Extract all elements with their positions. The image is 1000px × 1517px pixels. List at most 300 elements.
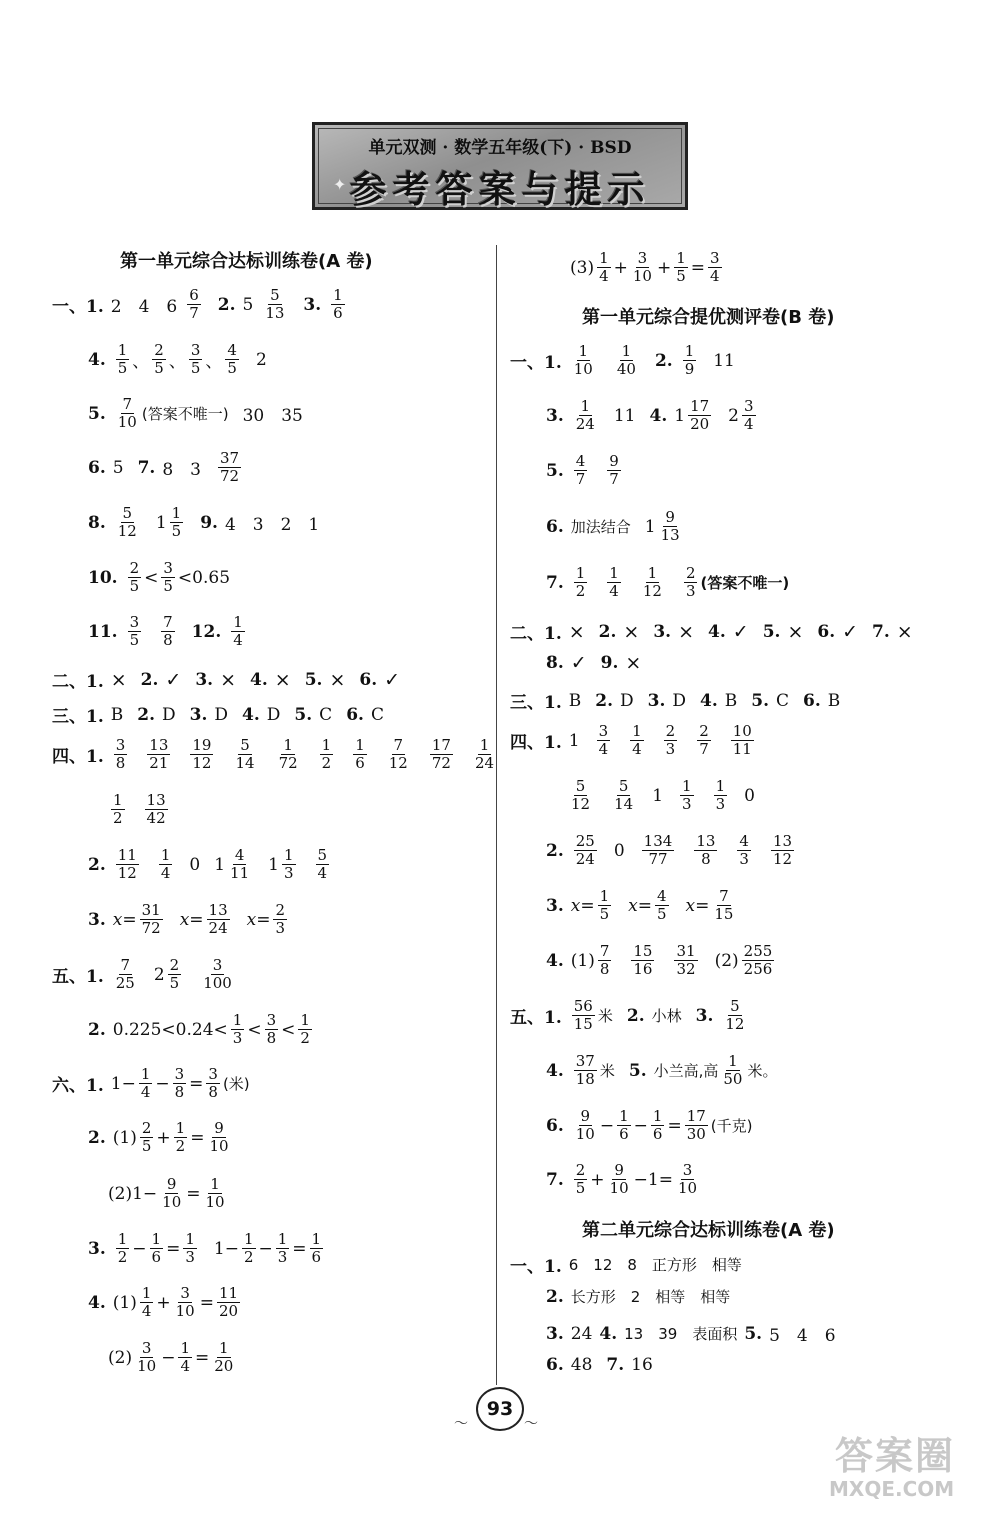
- check-icon: ✓: [384, 668, 401, 691]
- fraction: $\frac{3}{10}$: [137, 1339, 157, 1375]
- fraction: $\frac{1}{2}$: [300, 1011, 310, 1047]
- answer-row: [546, 1355, 653, 1375]
- fraction: $\frac{1}{4}$: [233, 613, 243, 649]
- item-label: 四、1.: [510, 733, 562, 753]
- answer-text: 1: [268, 854, 279, 875]
- item-label: 3.: [546, 405, 564, 426]
- fraction: $\frac{7}{25}$: [115, 956, 135, 992]
- fraction: $\frac{9}{13}$: [660, 508, 680, 544]
- fraction: $\frac{1}{3}$: [277, 1230, 288, 1266]
- fraction: $\frac{17}{72}$: [431, 736, 451, 772]
- answer-text: B: [724, 690, 738, 711]
- variable: x=: [179, 909, 204, 930]
- judge-row: 二、1. × 2. × 3. × 4. ✓ 5. × 6. ✓ 7. ×: [510, 620, 913, 644]
- cross-icon: ×: [220, 668, 237, 691]
- fraction: $\frac{2}{5}$: [129, 559, 140, 595]
- answer-row: (2) $\frac{3}{10}$ − $\frac{1}{4}$ = $\frac{1}{20}$: [108, 1339, 234, 1375]
- answer-text: 4 3 2 1: [224, 515, 320, 535]
- fraction: $\frac{37}{72}$: [219, 449, 240, 485]
- answer-text: D: [162, 704, 176, 725]
- fraction: $\frac{1}{3}$: [232, 1011, 243, 1047]
- item-label: 6.: [546, 1355, 564, 1375]
- fraction: $\frac{1}{6}$: [311, 1230, 322, 1266]
- fraction: $\frac{7}{8}$: [163, 613, 173, 649]
- answer-text: 8 3: [162, 460, 201, 480]
- answer-row: [546, 509, 685, 544]
- answer-row: [88, 450, 244, 485]
- part-label: (1): [570, 950, 595, 971]
- answer-row: 7. $\frac{2}{5}$ + $\frac{9}{10}$ −1= $\frac{3}{10}$: [546, 1161, 698, 1197]
- fraction: $\frac{3}{10}$: [632, 249, 652, 285]
- answer-text: 11: [613, 405, 636, 426]
- cross-icon: ×: [896, 620, 913, 643]
- item-label: 5.: [88, 403, 106, 424]
- cross-icon: ×: [274, 668, 291, 691]
- answer-row: [52, 957, 237, 992]
- answer-text: 13 39 表面积: [624, 1325, 738, 1343]
- part-label: (1): [112, 1127, 137, 1148]
- answer-row: [88, 396, 303, 431]
- fraction: $\frac{1}{24}$: [474, 736, 495, 772]
- item-label: 4.: [599, 1323, 618, 1344]
- fraction: $\frac{3}{8}$: [208, 1065, 218, 1101]
- fraction: $\frac{5}{4}$: [317, 846, 328, 882]
- answer-text: D: [266, 704, 281, 725]
- item-label: 4.: [88, 349, 106, 370]
- fraction: $\frac{25}{24}$: [575, 832, 595, 868]
- fraction: $\frac{3}{8}$: [115, 736, 126, 772]
- item-label: 2.: [546, 1286, 564, 1307]
- answer-text: 小兰高,高: [653, 1062, 719, 1080]
- fraction: $\frac{31}{32}$: [676, 942, 696, 978]
- fraction: $\frac{9}{10}$: [575, 1107, 595, 1143]
- fraction: $\frac{56}{15}$: [573, 997, 593, 1033]
- fraction: $\frac{1}{2}$: [113, 791, 123, 827]
- fraction: $\frac{1}{2}$: [575, 564, 586, 600]
- answer-row: [546, 1286, 730, 1307]
- fraction: $\frac{3}{5}$: [190, 341, 201, 377]
- fraction: $\frac{3}{100}$: [203, 956, 232, 992]
- answer-row: 2. 0.225<0.24< $\frac{1}{3}$ < $\frac{3}{8}$ < $\frac{1}{2}$: [88, 1011, 310, 1047]
- ornament-icon: 〜: [524, 1416, 538, 1432]
- fraction: $\frac{13}{42}$: [146, 791, 166, 827]
- fraction: $\frac{1}{5}$: [171, 504, 182, 540]
- answer-text: 1−: [132, 1183, 158, 1204]
- fraction: $\frac{5}{12}$: [725, 997, 745, 1033]
- item-label: 4.: [649, 405, 668, 426]
- unit-text: 米。: [747, 1062, 778, 1080]
- answer-text: 30 35: [242, 406, 303, 426]
- fraction: $\frac{4}{7}$: [575, 452, 586, 488]
- item-label: 2.: [88, 854, 106, 875]
- fraction: $\frac{1}{4}$: [609, 564, 619, 600]
- fraction: $\frac{1}{4}$: [140, 1065, 151, 1101]
- fraction: $\frac{1}{3}$: [715, 777, 726, 813]
- section-title: 第一单元综合达标训练卷(A 卷): [120, 251, 373, 272]
- fraction: $\frac{13}{12}$: [772, 832, 793, 868]
- fraction: $\frac{11}{12}$: [117, 846, 137, 882]
- fraction: $\frac{1}{6}$: [619, 1107, 629, 1143]
- fraction: $\frac{1}{4}$: [141, 1284, 152, 1320]
- fraction: $\frac{1}{4}$: [599, 249, 609, 285]
- answer-text: 5 4 6: [769, 1326, 836, 1346]
- item-label: 二、1.: [510, 624, 562, 644]
- fraction: $\frac{2}{5}$: [141, 1119, 152, 1155]
- answer-text: D: [672, 690, 687, 711]
- note-text: (答案不唯一): [141, 405, 229, 423]
- answer-row: [108, 792, 171, 827]
- fraction: $\frac{13}{24}$: [208, 901, 228, 937]
- variable: x=: [685, 895, 710, 916]
- answer-row: (2) 1− $\frac{9}{10}$ = $\frac{1}{10}$: [108, 1175, 225, 1211]
- answer-text: 0.225<0.24<: [112, 1019, 228, 1040]
- item-label: 一、1.: [510, 1257, 562, 1277]
- answer-row: [546, 565, 789, 600]
- item-label: 三、1.: [510, 693, 562, 713]
- fraction: $\frac{1}{4}$: [180, 1339, 190, 1375]
- fraction: $\frac{13}{21}$: [149, 736, 169, 772]
- item-label: 9.: [600, 653, 619, 673]
- answer-text: 0: [613, 840, 625, 861]
- answer-text: B: [568, 690, 582, 711]
- fraction: $\frac{3}{4}$: [710, 249, 720, 285]
- item-label: 3.: [303, 294, 322, 315]
- fraction: $\frac{1}{4}$: [160, 846, 171, 882]
- answer-row: 六、1. 1− $\frac{1}{4}$ − $\frac{3}{8}$ = $\frac{3}{8}$ (米): [52, 1065, 250, 1101]
- item-label: 2.: [217, 294, 236, 315]
- answer-row: [52, 737, 499, 772]
- item-label: 2.: [626, 1005, 645, 1026]
- item-label: 3.: [546, 1323, 564, 1344]
- fraction: $\frac{1}{24}$: [575, 397, 595, 433]
- unit-text: (米): [222, 1075, 250, 1093]
- answer-text: 2: [153, 964, 165, 985]
- unit-text: (千克): [710, 1117, 753, 1135]
- answer-text: 6 12 8 正方形 相等: [568, 1256, 742, 1274]
- item-label: 3.: [88, 909, 106, 930]
- item-label: 5.: [628, 1060, 647, 1081]
- fraction: $\frac{5}{12}$: [117, 504, 137, 540]
- fraction: $\frac{255}{256}$: [743, 942, 773, 978]
- item-label: 2.: [654, 350, 673, 371]
- fraction: $\frac{2}{7}$: [699, 722, 709, 758]
- item-label: 11.: [88, 621, 118, 642]
- item-label: 2.: [88, 1019, 106, 1040]
- fraction: $\frac{5}{14}$: [614, 777, 634, 813]
- page-number-badge: [450, 1383, 550, 1433]
- fraction: $\frac{1}{3}$: [682, 777, 692, 813]
- unit-text: 米: [597, 1007, 613, 1025]
- fraction: $\frac{17}{20}$: [690, 397, 710, 433]
- item-label: 4.: [546, 1060, 564, 1081]
- item-label: 12.: [191, 621, 222, 642]
- part-label: (1): [112, 1292, 137, 1313]
- item-label: 六、1.: [52, 1076, 104, 1096]
- cross-icon: ×: [625, 652, 642, 674]
- answer-row: [510, 998, 749, 1033]
- fraction: $\frac{5}{12}$: [571, 777, 591, 813]
- fraction: $\frac{17}{30}$: [686, 1107, 706, 1143]
- star-icon: ✦: [333, 175, 347, 194]
- item-label: 一、1.: [510, 353, 562, 373]
- part-label: (2): [108, 1183, 133, 1204]
- fraction: $\frac{31}{72}$: [141, 901, 161, 937]
- answer-row: [546, 1321, 836, 1346]
- choice-row: 三、1. B 2. D 3. D 4. D 5. C 6. C: [52, 702, 384, 727]
- answer-text: 1: [674, 405, 686, 426]
- answer-row: [546, 833, 797, 868]
- fraction: $\frac{4}{3}$: [739, 832, 749, 868]
- cross-icon: ×: [623, 620, 640, 643]
- answer-text: B: [110, 704, 124, 725]
- answer-text: 24: [570, 1323, 593, 1344]
- fraction: $\frac{1}{3}$: [185, 1230, 195, 1266]
- note-text: (答案不唯一): [700, 574, 790, 592]
- item-label: 一、1.: [52, 297, 104, 317]
- answer-text: −1=: [633, 1169, 673, 1190]
- fraction: $\frac{3}{4}$: [598, 722, 609, 758]
- answer-text: 长方形 2 相等 相等: [570, 1288, 731, 1306]
- answer-text: 16: [631, 1355, 653, 1375]
- answer-row: [88, 505, 319, 540]
- unit-text: 米: [599, 1062, 615, 1080]
- fraction: $\frac{1}{6}$: [355, 736, 365, 772]
- fraction: $\frac{1}{5}$: [676, 249, 686, 285]
- answer-row: [546, 943, 777, 978]
- variable: x=: [570, 895, 595, 916]
- answer-text: 小林: [651, 1007, 682, 1025]
- item-label: 4.: [88, 1292, 106, 1313]
- answer-row: [88, 614, 248, 649]
- fraction: $\frac{1}{2}$: [175, 1119, 186, 1155]
- item-label: 6.: [546, 516, 564, 537]
- page-number: 93: [476, 1387, 524, 1431]
- item-label: 10.: [88, 567, 118, 588]
- fraction: $\frac{7}{12}$: [388, 736, 408, 772]
- answer-text: C: [319, 704, 333, 725]
- check-icon: ✓: [842, 620, 859, 643]
- item-label: 7.: [137, 457, 156, 478]
- fraction: $\frac{1}{2}$: [117, 1230, 128, 1266]
- answer-row: [546, 453, 624, 488]
- answer-text: 1−: [213, 1238, 239, 1259]
- answer-text: 2: [728, 405, 739, 426]
- watermark: [815, 1425, 995, 1515]
- item-label: 三、1.: [52, 707, 104, 727]
- answer-text: 1: [568, 730, 580, 751]
- fraction: $\frac{2}{3}$: [685, 564, 696, 600]
- section-title: 第二单元综合达标训练卷(A 卷): [582, 1220, 835, 1241]
- fraction: $\frac{10}{11}$: [732, 722, 752, 758]
- item-label: 9.: [200, 512, 218, 533]
- answer-row: (3) $\frac{1}{4}$ + $\frac{3}{10}$ + $\frac{1}{5}$ = $\frac{3}{4}$: [570, 249, 720, 285]
- item-label: 8.: [88, 512, 106, 533]
- answer-row: [510, 723, 757, 758]
- answer-row: [88, 847, 332, 882]
- fraction: $\frac{2}{5}$: [154, 341, 164, 377]
- answer-row: [566, 778, 755, 813]
- answer-text: C: [776, 690, 790, 711]
- fraction: $\frac{1}{5}$: [117, 341, 128, 377]
- item-label: 3.: [88, 1238, 106, 1259]
- ornament-icon: 〜: [454, 1416, 468, 1432]
- judge-row: 二、1. × 2. ✓ 3. × 4. × 5. × 6. ✓: [52, 668, 401, 692]
- variable: x=: [628, 895, 652, 916]
- fraction: $\frac{1}{40}$: [616, 342, 636, 378]
- fraction: $\frac{11}{20}$: [218, 1284, 239, 1320]
- answer-row: 10. $\frac{2}{5}$ < $\frac{3}{5}$ <0.65: [88, 559, 231, 595]
- answer-text: 48: [570, 1355, 593, 1375]
- fraction: $\frac{1}{10}$: [573, 342, 593, 378]
- variable: x=: [112, 909, 137, 930]
- fraction: $\frac{6}{7}$: [189, 286, 199, 322]
- item-label: 8.: [546, 653, 564, 673]
- part-label: (2): [714, 950, 739, 971]
- fraction: $\frac{5}{14}$: [235, 736, 255, 772]
- fraction: $\frac{4}{11}$: [230, 846, 250, 882]
- item-label: 2.: [88, 1127, 106, 1148]
- item-label: 5.: [546, 460, 564, 481]
- fraction: $\frac{1}{6}$: [333, 286, 343, 322]
- item-label: 7.: [546, 1169, 564, 1190]
- item-label: 二、1.: [52, 672, 104, 692]
- answer-text: 2 4 6: [110, 297, 178, 317]
- fraction: $\frac{9}{10}$: [162, 1175, 182, 1211]
- fraction: $\frac{3}{10}$: [677, 1161, 698, 1197]
- watermark-url: MXQE.COM: [829, 1477, 955, 1501]
- header-title: 参考答案与提示: [349, 168, 651, 211]
- item-label: 四、1.: [52, 747, 104, 767]
- answer-row: [88, 902, 290, 937]
- answer-row: 6. $\frac{9}{10}$ − $\frac{1}{6}$ − $\frac{1}{6}$ = $\frac{17}{30}$ (千克): [546, 1107, 753, 1143]
- item-label: 五、1.: [510, 1008, 562, 1028]
- fraction: $\frac{3}{8}$: [266, 1011, 277, 1047]
- answer-row: 2. (1) $\frac{2}{5}$ + $\frac{1}{2}$ = $\frac{9}{10}$: [88, 1119, 229, 1155]
- answer-row: [510, 343, 735, 378]
- answer-row: 3. $\frac{1}{2}$ − $\frac{1}{6}$ = $\frac{1}{3}$ 1− $\frac{1}{2}$ − $\frac{1}{3}$ = $\frac{1}{6}$: [88, 1230, 322, 1266]
- fraction: $\frac{1}{9}$: [684, 342, 695, 378]
- fraction: $\frac{4}{5}$: [656, 887, 667, 923]
- fraction: $\frac{1}{4}$: [632, 722, 642, 758]
- answer-text: D: [214, 704, 229, 725]
- fraction: $\frac{1}{2}$: [321, 736, 332, 772]
- fraction: $\frac{134}{77}$: [643, 832, 673, 868]
- item-label: 五、1.: [52, 967, 104, 987]
- judge-row: [546, 652, 641, 674]
- answer-text: C: [370, 704, 384, 725]
- answer-row: [546, 398, 759, 433]
- fraction: $\frac{9}{10}$: [209, 1119, 229, 1155]
- fraction: $\frac{3}{5}$: [129, 613, 140, 649]
- answer-row: 4. (1) $\frac{1}{4}$ + $\frac{3}{10}$ = $\frac{11}{20}$: [88, 1284, 239, 1320]
- answer-row: [546, 1053, 778, 1088]
- item-label: 2.: [546, 840, 564, 861]
- fraction: $\frac{1}{2}$: [243, 1230, 254, 1266]
- fraction: $\frac{1}{50}$: [723, 1052, 743, 1088]
- answer-text: 2: [255, 349, 267, 370]
- fraction: $\frac{1}{10}$: [205, 1175, 225, 1211]
- answer-row: [510, 1252, 742, 1277]
- answer-text: 1: [644, 516, 656, 537]
- watermark-logo: 答案圈: [835, 1434, 956, 1478]
- fraction: $\frac{13}{8}$: [696, 832, 716, 868]
- answer-text: 1−: [110, 1073, 136, 1094]
- fraction: $\frac{7}{15}$: [714, 887, 734, 923]
- cross-icon: ×: [110, 668, 127, 691]
- fraction: $\frac{7}{10}$: [117, 395, 137, 431]
- fraction: $\frac{3}{10}$: [175, 1284, 195, 1320]
- check-icon: ✓: [732, 620, 749, 643]
- fraction: $\frac{1}{6}$: [151, 1230, 162, 1266]
- part-label: (3): [570, 257, 595, 278]
- answer-text: 1: [214, 854, 226, 875]
- fraction: $\frac{3}{8}$: [174, 1065, 185, 1101]
- cross-icon: ×: [787, 620, 804, 643]
- fraction: $\frac{1}{5}$: [599, 887, 610, 923]
- fraction: $\frac{3}{5}$: [163, 559, 173, 595]
- item-label: 7.: [606, 1355, 625, 1375]
- item-label: 6.: [88, 457, 106, 478]
- answer-row: [52, 287, 348, 322]
- header-subtitle: 单元双测 · 数学五年级(下) · BSD: [368, 138, 632, 158]
- fraction: $\frac{9}{10}$: [609, 1161, 629, 1197]
- fraction: $\frac{37}{18}$: [575, 1052, 595, 1088]
- answer-text: 0: [189, 854, 201, 875]
- fraction: $\frac{1}{72}$: [278, 736, 298, 772]
- fraction: $\frac{1}{3}$: [283, 846, 294, 882]
- variable: x=: [246, 909, 271, 930]
- answer-text: 1: [652, 785, 664, 806]
- answer-text: 加法结合: [570, 518, 631, 536]
- fraction: $\frac{9}{7}$: [609, 452, 619, 488]
- fraction: $\frac{7}{8}$: [599, 942, 610, 978]
- fraction: $\frac{3}{4}$: [743, 397, 754, 433]
- answer-text: B: [827, 690, 841, 711]
- part-label: (2): [108, 1347, 133, 1368]
- answer-text: 0: [744, 785, 755, 806]
- item-label: 7.: [546, 572, 564, 593]
- fraction: $\frac{15}{16}$: [633, 942, 653, 978]
- cross-icon: ×: [329, 668, 346, 691]
- choice-row: 三、1. B 2. D 3. D 4. B 5. C 6. B: [510, 688, 840, 713]
- answer-text: <0.65: [177, 567, 231, 588]
- answer-text: D: [620, 690, 634, 711]
- fraction: $\frac{2}{5}$: [575, 1161, 586, 1197]
- header-banner: [312, 122, 688, 210]
- fraction: $\frac{1}{12}$: [642, 564, 662, 600]
- column-divider: [496, 245, 497, 1385]
- fraction: $\frac{2}{5}$: [169, 956, 180, 992]
- fraction: $\frac{1}{20}$: [214, 1339, 234, 1375]
- answer-text: 11: [713, 350, 735, 371]
- answer-text: 1: [155, 512, 167, 533]
- item-label: 4.: [546, 950, 564, 971]
- answer-text: 5: [112, 457, 124, 478]
- cross-icon: ×: [568, 620, 585, 643]
- item-label: 6.: [546, 1115, 564, 1136]
- item-label: 3.: [546, 895, 564, 916]
- cross-icon: ×: [678, 620, 695, 643]
- answer-row: [546, 888, 738, 923]
- check-icon: ✓: [165, 668, 182, 691]
- section-title: 第一单元综合提优测评卷(B 卷): [582, 307, 835, 328]
- fraction: $\frac{5}{13}$: [265, 286, 285, 322]
- fraction: $\frac{19}{12}$: [192, 736, 212, 772]
- item-label: 3.: [695, 1005, 714, 1026]
- fraction: $\frac{2}{3}$: [275, 901, 286, 937]
- check-icon: ✓: [570, 652, 587, 674]
- fraction: $\frac{1}{6}$: [652, 1107, 663, 1143]
